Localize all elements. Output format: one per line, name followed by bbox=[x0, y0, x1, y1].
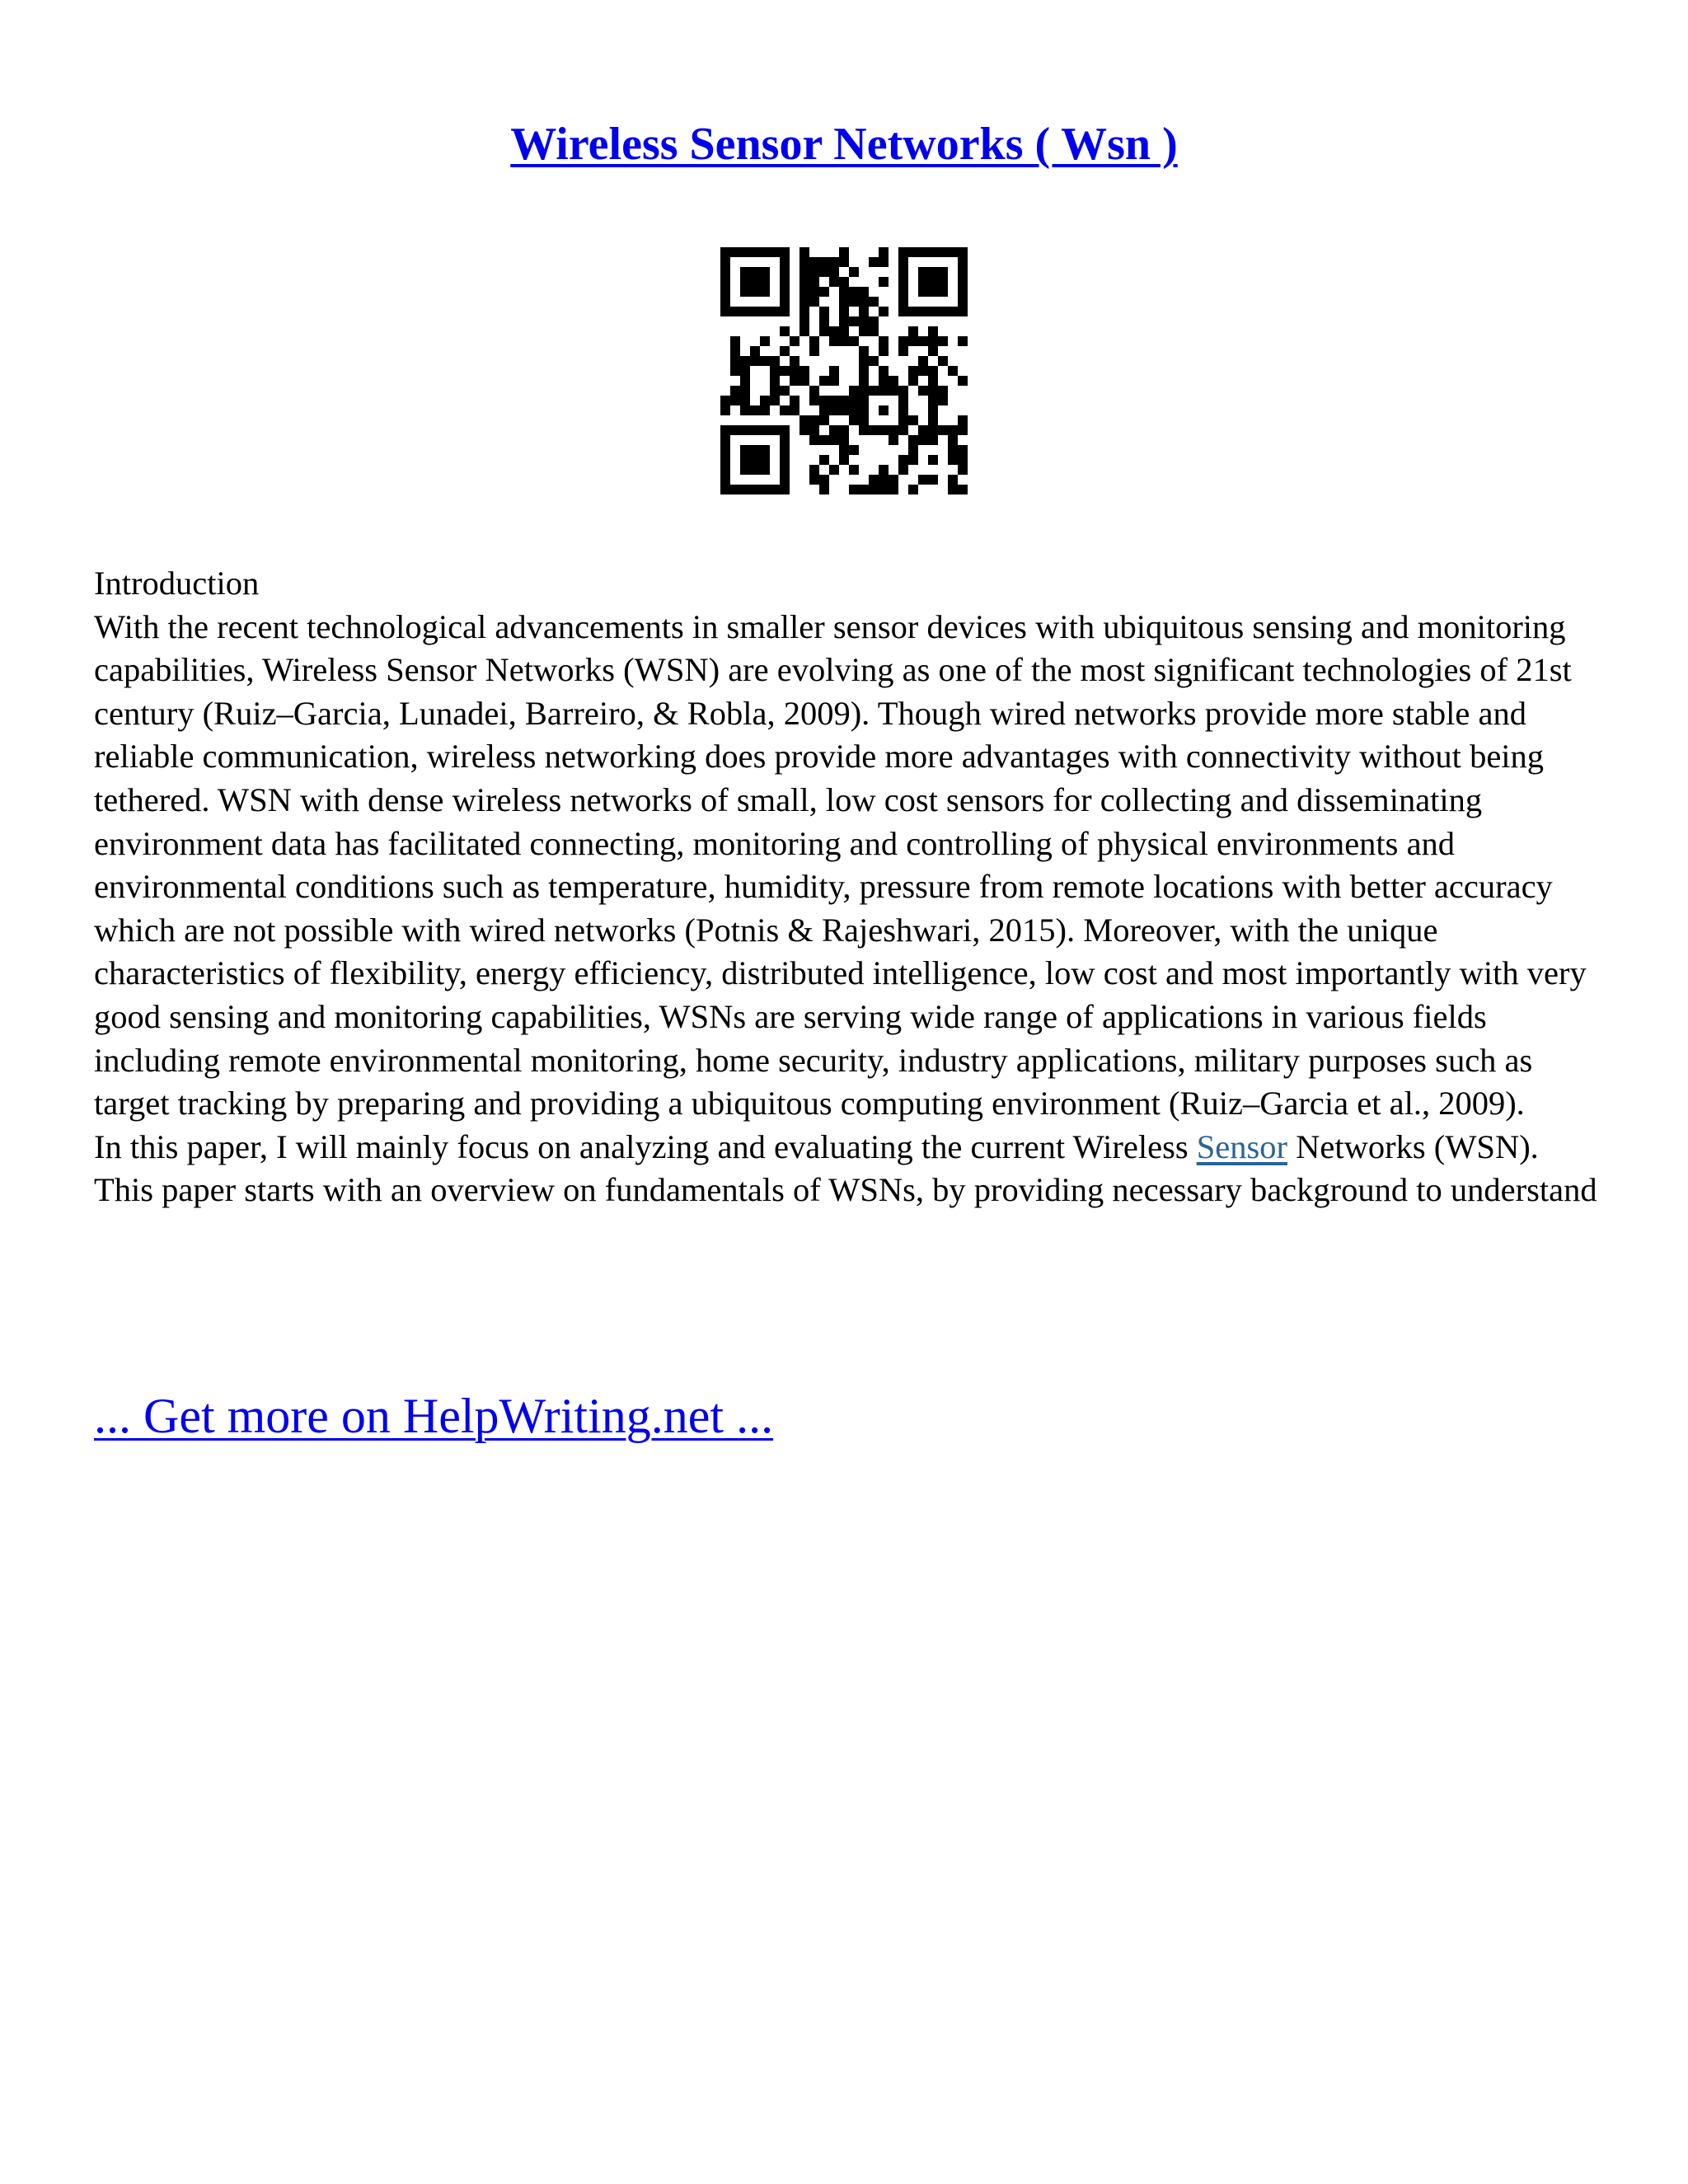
paragraph-1: With the recent technological advancements in smaller sensor devices with ubiquitous sensing and monitoring capabilities, Wireless Sensor Networks (WSN) are evolving as one of the most significant technologies of 21st century (Ruiz–Garcia, Lunadei, Barreiro, & Robla, 2009). Though wired networks provide more stable and reliable communication, wireless networking does provide more advantages with connectivity without being tethered. WSN with dense wireless networks of small, low cost sensors for collecting and disseminating environment data has facilitated connecting, monitoring and controlling of physical environments and environmental conditions such as temperature, humidity, pressure from remote locations with better accuracy which are not possible with wired networks (Potnis & Rajeshwari, 2015). Moreover, with the unique characteristics of flexibility, energy efficiency, distributed intelligence, low cost and most importantly with very good sensing and monitoring capabilities, WSNs are serving wide range of applications in various fields including remote environmental monitoring, home security, industry applications, military purposes such as target tracking by preparing and providing a ubiquitous computing environment (Ruiz–Garcia et al., 2009). bbox=[94, 607, 1587, 1122]
get-more-link[interactable]: ... Get more on HelpWriting.net ... bbox=[94, 1389, 774, 1443]
sensor-link[interactable]: Sensor bbox=[1196, 1127, 1287, 1165]
more-link-line bbox=[94, 1386, 773, 1446]
document-title bbox=[0, 115, 1688, 173]
paragraph-2-text-before: In this paper, I will mainly focus on analyzing and evaluating the current Wireless bbox=[94, 1127, 1197, 1165]
paragraph-2 bbox=[94, 1126, 1602, 1212]
paragraph-2-text-after: Networks (WSN). This paper starts with an overview on fundamentals of WSNs, by providing necessary background to understand bbox=[94, 1127, 1597, 1209]
qr-code-icon bbox=[720, 247, 968, 494]
section-heading: Introduction bbox=[94, 565, 260, 602]
body-text bbox=[94, 562, 1602, 1212]
title-link[interactable]: Wireless Sensor Networks ( Wsn ) bbox=[510, 119, 1178, 170]
